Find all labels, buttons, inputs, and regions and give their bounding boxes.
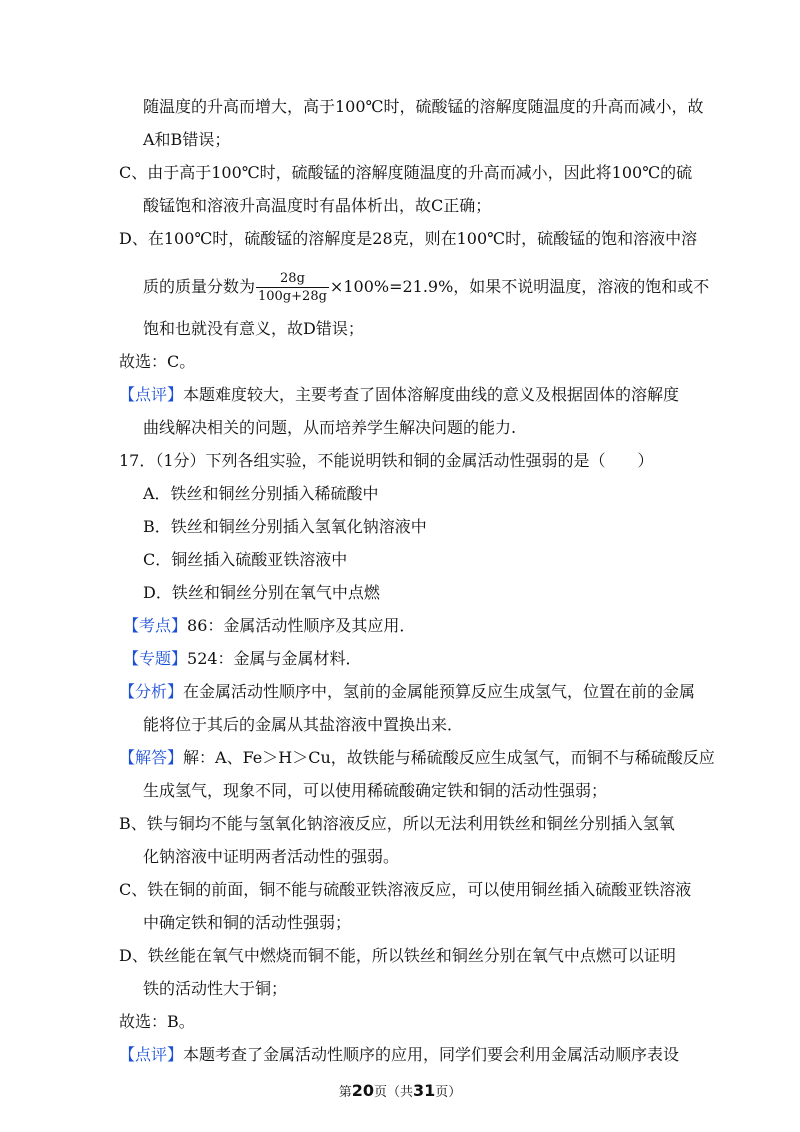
fraction-numerator: 28g bbox=[256, 270, 329, 288]
kaodian-tag: 【考点】 bbox=[123, 616, 188, 635]
formula-prefix: 质的质量分数为 bbox=[143, 277, 256, 296]
page-footer bbox=[0, 1082, 800, 1102]
jieda-text: 解：A、Fe＞H＞Cu，故铁能与稀硫酸反应生成氢气，而铜不与稀硫酸反应 bbox=[183, 748, 715, 767]
text-line: C、由于高于100℃时，硫酸锰的溶解度随温度的升高而减小，因此将100℃的硫 bbox=[119, 163, 693, 182]
option-a: A．铁丝和铜丝分别插入稀硫酸中 bbox=[143, 484, 379, 503]
footer-prefix: 第 bbox=[338, 1085, 352, 1100]
comment-text: 本题考查了金属活动性顺序的应用，同学们要会利用金属活动顺序表设 bbox=[183, 1045, 680, 1064]
page-number: 20 bbox=[351, 1081, 374, 1100]
jieda-line bbox=[119, 747, 715, 769]
text-line: 故选：B。 bbox=[119, 1012, 195, 1031]
comment-text: 本题难度较大，主要考查了固体溶解度曲线的意义及根据固体的溶解度 bbox=[183, 385, 680, 404]
comment-line bbox=[119, 384, 679, 406]
fenxi-tag: 【分析】 bbox=[119, 682, 184, 701]
comment-line bbox=[119, 1044, 679, 1066]
text-line: 酸锰饱和溶液升高温度时有晶体析出，故C正确； bbox=[143, 196, 492, 215]
text-line: 化钠溶液中证明两者活动性的强弱。 bbox=[143, 847, 400, 866]
text-line: 生成氢气，现象不同，可以使用稀硫酸确定铁和铜的活动性强弱； bbox=[143, 781, 608, 800]
text-line: 能将位于其后的金属从其盐溶液中置换出来． bbox=[143, 715, 464, 734]
total-pages: 31 bbox=[413, 1081, 436, 1100]
option-c: C．铜丝插入硫酸亚铁溶液中 bbox=[143, 550, 348, 569]
formula-suffix: ×100%=21.9%，如果不说明温度，溶液的饱和或不 bbox=[329, 277, 710, 296]
text-line: 故选：C。 bbox=[119, 352, 196, 371]
text-line: 铁的活动性大于铜； bbox=[143, 979, 288, 998]
kaodian-text: 86：金属活动性顺序及其应用． bbox=[187, 616, 416, 635]
option-b: B．铁丝和铜丝分别插入氢氧化钠溶液中 bbox=[143, 517, 427, 536]
zhuanti-text: 524：金属与金属材料． bbox=[187, 649, 362, 668]
comment-tag: 【点评】 bbox=[119, 385, 184, 404]
comment-tag: 【点评】 bbox=[119, 1045, 184, 1064]
zhuanti-line bbox=[123, 648, 362, 670]
zhuanti-tag: 【专题】 bbox=[123, 649, 188, 668]
text-line: 饱和也就没有意义，故D错误； bbox=[143, 319, 364, 338]
fraction bbox=[256, 270, 329, 305]
fenxi-line bbox=[119, 681, 695, 703]
fraction-denominator: 100g+28g bbox=[258, 289, 327, 304]
text-line: D、在100℃时，硫酸锰的溶解度是28克，则在100℃时，硫酸锰的饱和溶液中溶 bbox=[119, 229, 698, 248]
fenxi-text: 在金属活动性顺序中，氢前的金属能预算反应生成氢气，位置在前的金属 bbox=[183, 682, 696, 701]
text-line: D、铁丝能在氧气中燃烧而铜不能，所以铁丝和铜丝分别在氧气中点燃可以证明 bbox=[119, 946, 676, 965]
formula-line bbox=[143, 268, 709, 306]
option-d: D．铁丝和铜丝分别在氧气中点燃 bbox=[143, 583, 380, 602]
footer-middle: 页（共 bbox=[373, 1085, 413, 1100]
text-line: 随温度的升高而增大，高于100℃时，硫酸锰的溶解度随温度的升高而减小，故 bbox=[143, 97, 704, 116]
text-line: C、铁在铜的前面，铜不能与硫酸亚铁溶液反应，可以使用铜丝插入硫酸亚铁溶液 bbox=[119, 880, 692, 899]
text-line: B、铁与铜均不能与氢氧化钠溶液反应，所以无法利用铁丝和铜丝分别插入氢氧 bbox=[119, 814, 675, 833]
text-line: 中确定铁和铜的活动性强弱； bbox=[143, 913, 352, 932]
jieda-tag: 【解答】 bbox=[119, 748, 184, 767]
footer-suffix: 页） bbox=[435, 1085, 462, 1100]
question-title: 17．（1分）下列各组实验，不能说明铁和铜的金属活动性强弱的是（ ） bbox=[119, 451, 654, 470]
text-line: 曲线解决相关的问题，从而培养学生解决问题的能力. bbox=[143, 418, 517, 437]
text-line: A和B错误； bbox=[143, 130, 231, 149]
kaodian-line bbox=[123, 615, 415, 637]
